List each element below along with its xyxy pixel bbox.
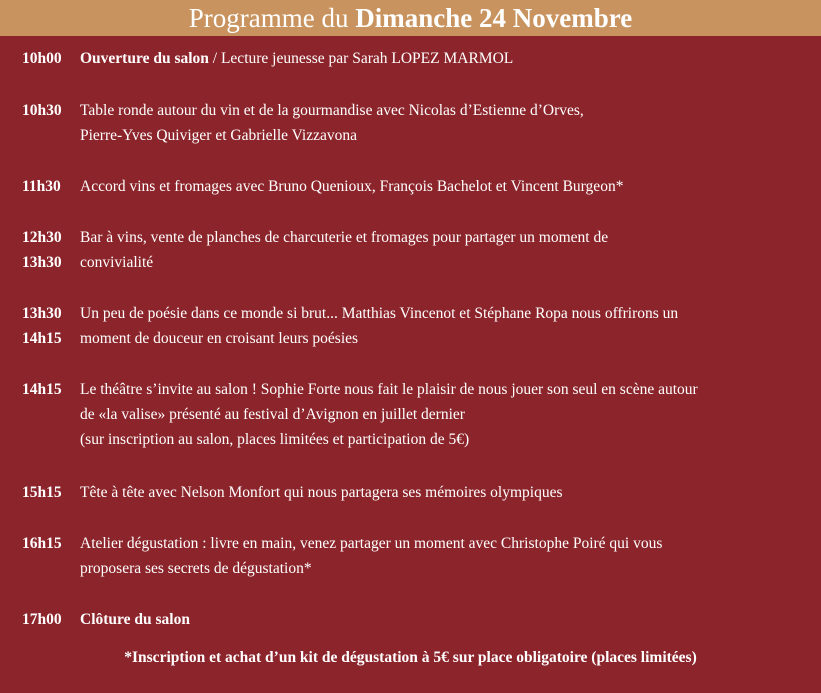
entry-text: Un peu de poésie dans ce monde si brut... Matthias Vincenot et Stéphane Ropa nous offrirons un moment de douceur en croisant leurs poésies [80, 305, 679, 347]
footnote: *Inscription et achat d’un kit de dégustation à 5€ sur place obligatoire (places limitées) [124, 649, 697, 666]
entry-title: Ouverture du salon [80, 50, 209, 67]
entry-text: Accord vins et fromages avec Bruno Quenioux, François Bachelot et Vincent Burgeon* [80, 178, 624, 195]
page-title [0, 0, 821, 36]
entry-time: 12h30 13h30 [22, 229, 62, 271]
entry-text: Le théâtre s’invite au salon ! Sophie Forte nous fait le plaisir de nous jouer son seul en scène autour de «la valise» présenté au festival d’Avignon en juillet dernier (sur inscription au salon, places limitées et participation de 5€) [80, 381, 698, 448]
entry-time: 14h15 [22, 381, 62, 398]
entry-time: 15h15 [22, 484, 62, 501]
entry-time: 13h30 14h15 [22, 305, 62, 347]
entry-text: Table ronde autour du vin et de la gourmandise avec Nicolas d’Estienne d’Orves, Pierre-Yves Quiviger et Gabrielle Vizzavona [80, 102, 584, 144]
entry-text [80, 607, 820, 632]
entry-time: 11h30 [22, 178, 61, 195]
title-regular: Programme du [188, 3, 349, 33]
title-date: Dimanche 24 Novembre [355, 3, 633, 33]
entry-time: 10h00 [22, 50, 62, 67]
entry-time: 16h15 [22, 535, 62, 552]
entry-time: 17h00 [22, 611, 62, 628]
entry-text: Bar à vins, vente de planches de charcuterie et fromages pour partager un moment de convivialité [80, 229, 609, 271]
entry-text: Ouverture du salon / Lecture jeunesse par Sarah LOPEZ MARMOL [80, 50, 514, 67]
entry-text: Tête à tête avec Nelson Monfort qui nous partagera ses mémoires olympiques [80, 484, 563, 501]
entry-title: Clôture du salon [80, 611, 190, 628]
entry-text: Atelier dégustation : livre en main, venez partager un moment avec Christophe Poiré qui vous proposera ses secrets de dégustation* [80, 535, 663, 577]
entry-time: 10h30 [22, 102, 62, 119]
